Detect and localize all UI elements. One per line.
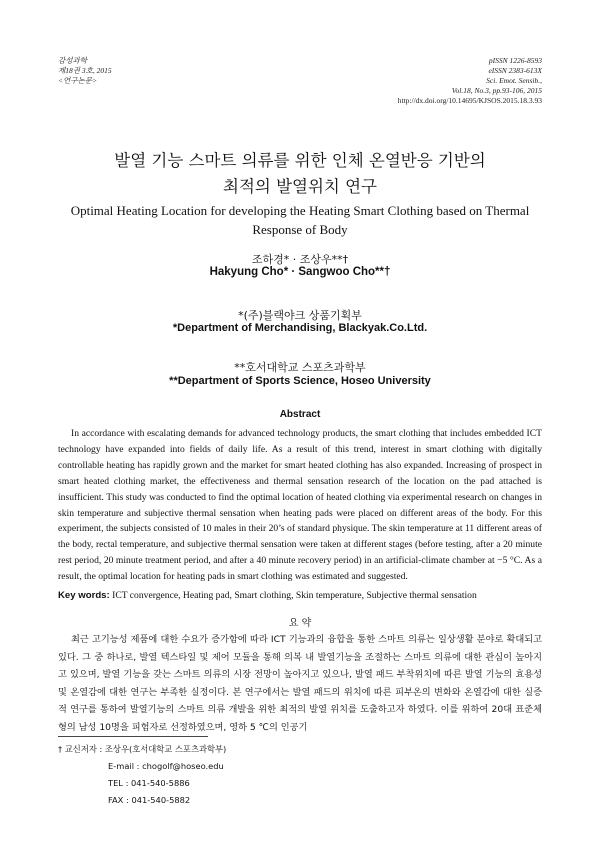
korean-authors: 조하경* · 조상우**†: [251, 253, 349, 266]
author-email[interactable]: E-mail : chogolf@hoseo.edu: [108, 761, 224, 771]
author-fax: FAX : 041-540-5882: [108, 795, 191, 805]
doi-link[interactable]: http://dx.doi.org/10.14695/KJSOS.2015.18.3.93: [397, 96, 542, 105]
english-affiliation-1: *Department of Merchandising, Blackyak.Co.Ltd.: [172, 322, 428, 334]
korean-title: [0, 148, 600, 200]
keywords: [58, 589, 542, 603]
article-type: <연구논문>: [58, 76, 98, 85]
abstract-text: In accordance with escalating demands for advanced technology products, the smart clothing that includes embedded ICT technology have expanded into fields of daily life. As a result of this trend, interest in smart clothing with digitally controllable heating has rapidly grown and the market for smart heated clothing has also expanded. Increasing of prospect in smart heated clothing market, the effectiveness and thermal sensation research of the location on the pad attached is insufficient. This study was conducted to find the optimal location of heated clothing via experimental research on changes in skin temperature and subjective thermal sensation when heating pads were placed on different areas of the body. For this experiment, the subjects consisted of 10 males in their 20’s of standard physique. The skin temperature at 11 different areas of the body, rectal temperature, and subjective thermal sensation were taken at different stages (before testing, after a 20 minute rest period, 20 minute treatment period, and after a 40 minute recovery period) in an artificial-climate chamber at −5 °C. As a result, the optimal location for heating pads in smart clothing was estimated and suggested.: [58, 428, 542, 583]
volume-pages: Vol.18, No.3, pp.93-106, 2015: [451, 86, 542, 95]
korean-title-line2: 최적의 발열위치 연구: [223, 177, 377, 196]
eissn: eISSN 2383-613X: [488, 66, 542, 75]
korean-summary-text: 최근 고기능성 제품에 대한 수요가 증가함에 따라 ICT 기능과의 융합을 통한 스마트 의류는 일상생활 분야로 확대되고 있다. 그 중 하나로, 발열 텍스타일 및 제어 모듈을 통해 의복 내 발열기능을 조절하는 스마트 의류에 대한 관심이 높아지고 있으며, 발열 기능을 갖는 스마트 의류의 시장 전망이 높아지고 있으나, 발열 패드 부착위치에 따른 발열 기능의 효용성 및 온열감에 대한 연구는 부족한 실정이다. 본 연구에서는 발열 패드의 위치에 따른 피부온의 변화와 온열감에 대한 실증적 연구를 통하여 발열기능의 스마트 의류 개발을 위한 최적의 발열 위치를 도출하고자 하였다. 이를 위하여 20대 표준체형의 남성 10명을 피험자로 선정하였으며, 영하 5 ℃의 인공기: [58, 634, 542, 733]
journal-abbrev: Sci. Emot. Sensib.,: [486, 76, 542, 85]
korean-affiliation-1: *(주)블랙야크 상품기획부: [238, 309, 362, 322]
english-affiliation-2: **Department of Sports Science, Hoseo University: [169, 375, 431, 387]
korean-title-line1: 발열 기능 스마트 의류를 위한 인체 온열반응 기반의: [114, 151, 486, 170]
author-tel: TEL : 041-540-5886: [108, 778, 190, 788]
korean-affiliation-2: **호서대학교 스포츠과학부: [234, 361, 366, 374]
abstract-heading: Abstract: [279, 409, 321, 420]
corresponding-author: † 교신저자 : 조상우(호서대학교 스포츠과학부): [58, 744, 227, 754]
journal-header-left: [58, 56, 112, 86]
keywords-list: ICT convergence, Heating pad, Smart clothing, Skin temperature, Subjective thermal sensation: [112, 590, 477, 601]
pissn: pISSN 1226-8593: [488, 56, 542, 65]
keywords-label: Key words:: [58, 590, 110, 601]
footnote-divider: [58, 736, 208, 737]
english-title: Optimal Heating Location for developing the Heating Smart Clothing based on Thermal Response of Body: [70, 203, 530, 237]
footnote: [58, 741, 226, 809]
journal-name: 감성과학: [58, 56, 87, 65]
journal-volume: 제18권 3호, 2015: [58, 66, 112, 75]
english-authors: Hakyung Cho* · Sangwoo Cho**†: [209, 266, 391, 278]
abstract-body: [58, 426, 542, 585]
korean-summary-heading: 요 약: [288, 618, 312, 629]
journal-header-right: [398, 56, 542, 106]
